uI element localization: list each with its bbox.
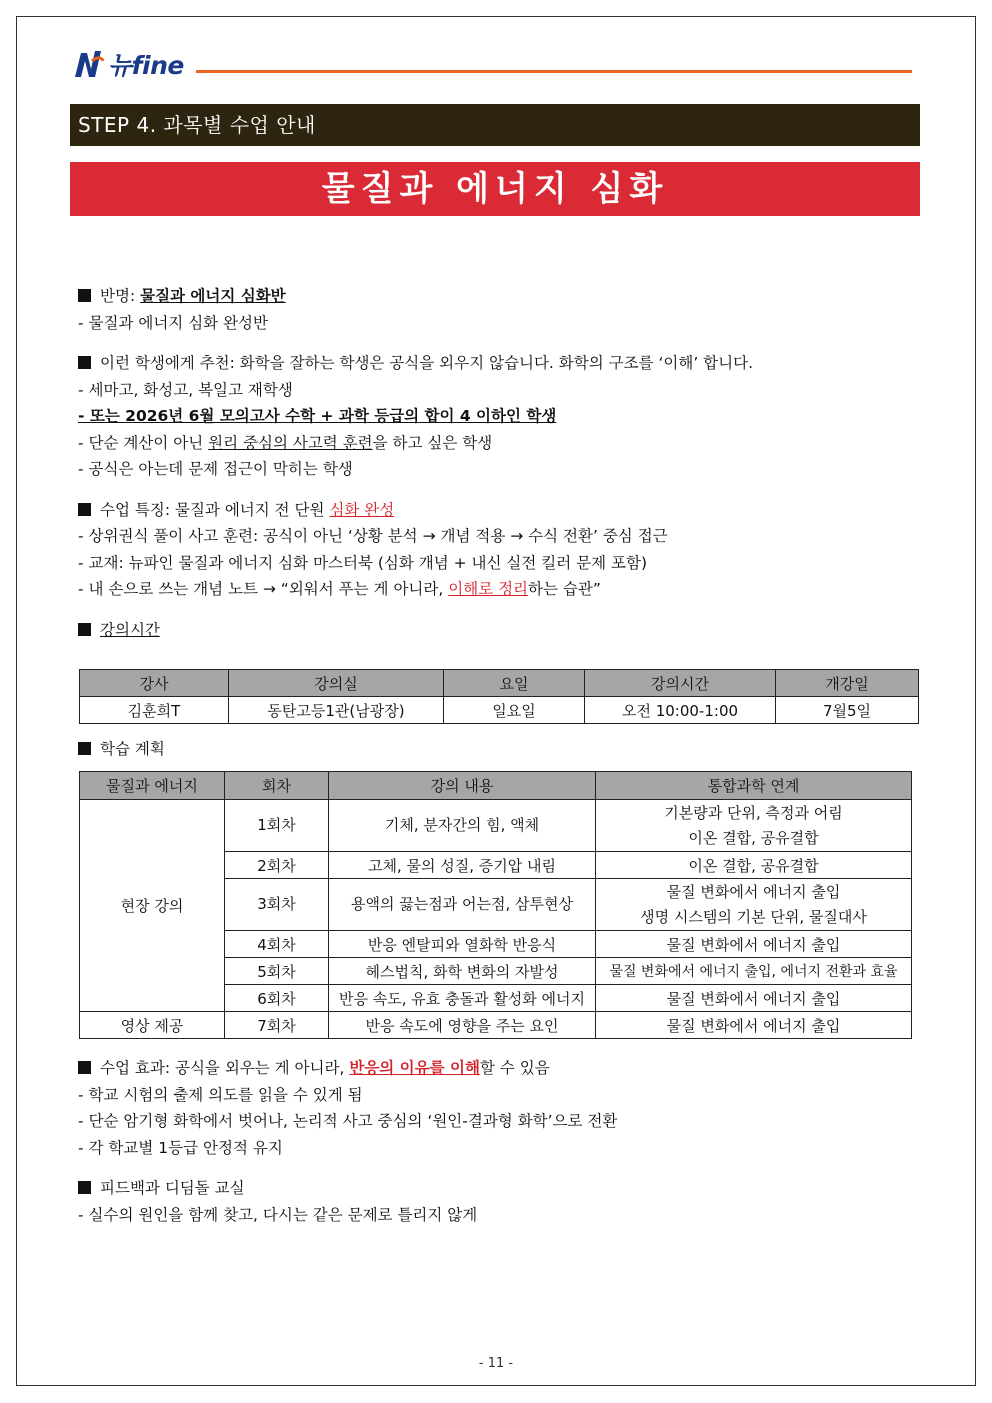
table-cell: 이온 결합, 공유결합 [596,852,912,879]
feature-item: - 내 손으로 쓰는 개념 노트 → “외워서 푸는 게 아니라, 이해로 정리하는 습관” [78,580,601,598]
logo-mark-icon [72,47,104,81]
table-header-row [80,772,912,800]
page-number: - 11 - [478,1356,514,1371]
square-bullet-icon [78,503,91,516]
recommend-heading: 이런 학생에게 추천: 화학을 잘하는 학생은 공식을 외우지 않습니다. 화학의 구조를 ‘이해’ 합니다. [78,350,918,377]
square-bullet-icon [78,742,91,755]
header-divider [196,70,912,73]
table-row [80,800,912,852]
table-cell: 오전 10:00-1:00 [585,697,776,724]
table-cell: 5회차 [225,958,329,985]
table-cell: 2회차 [225,852,329,879]
feature-item: - 상위권식 풀이 사고 훈련: 공식이 아닌 ‘상황 분석 → 개념 적용 → 수식 전환’ 중심 접근 [78,527,668,545]
table-header: 회차 [225,772,329,800]
recommend-item: - 단순 계산이 아닌 원리 중심의 사고력 훈련을 하고 싶은 학생 [78,433,493,452]
class-name-heading: 반명: 물질과 에너지 심화반 [78,283,918,310]
group-cell: 영상 제공 [80,1012,225,1039]
effect-item: - 단순 암기형 화학에서 벗어나, 논리적 사고 중심의 ‘원인-결과형 화학’으로 전환 [78,1112,618,1130]
recommend-item: - 공식은 아는데 문제 접근이 막히는 학생 [78,460,353,478]
effect-block [78,1055,918,1228]
recommend-item: - 또는 2026년 6월 모의고사 수학 + 과학 등급의 합이 4 이하인 학생 [78,407,557,425]
brand-logo [72,46,184,82]
table-cell: 반응 속도, 유효 충돌과 활성화 에너지 [329,985,596,1012]
square-bullet-icon [78,1181,91,1194]
feedback-heading: 피드백과 디딤돌 교실 [78,1175,918,1202]
plan-heading-block [78,736,918,763]
recommend-item: - 세마고, 화성고, 복일고 재학생 [78,380,293,399]
table-cell: 용액의 끓는점과 어는점, 삼투현상 [329,879,596,931]
plan-heading: 학습 계획 [78,736,918,763]
features-heading: 수업 특징: 물질과 에너지 전 단원 심화 완성 [78,497,918,524]
effect-item: - 각 학교별 1등급 안정적 유지 [78,1138,283,1157]
schedule-table [79,669,919,724]
table-cell: 반응 속도에 영향을 주는 요인 [329,1012,596,1039]
table-cell: 물질 변화에서 에너지 출입 [596,985,912,1012]
table-cell: 물질 변화에서 에너지 출입 생명 시스템의 기본 단위, 물질대사 [596,879,912,931]
table-cell: 물질 변화에서 에너지 출입 [596,931,912,958]
square-bullet-icon [78,623,91,636]
table-header: 물질과 에너지 [80,772,225,800]
table-cell: 반응 엔탈피와 열화학 반응식 [329,931,596,958]
group-cell: 현장 강의 [80,800,225,1012]
table-cell: 물질 변화에서 에너지 출입, 에너지 전환과 효율 [596,958,912,985]
table-cell: 7월5일 [776,697,919,724]
square-bullet-icon [78,1061,91,1074]
table-header: 요일 [444,670,585,697]
main-content [78,283,918,643]
table-row [80,1012,912,1039]
square-bullet-icon [78,289,91,302]
logo-text: 뉴fine [108,51,184,80]
table-cell: 7회차 [225,1012,329,1039]
table-cell: 6회차 [225,985,329,1012]
schedule-heading: 강의시간 [78,617,918,644]
table-header: 통합과학 연계 [596,772,912,800]
table-header: 강의실 [229,670,444,697]
table-cell: 물질 변화에서 에너지 출입 [596,1012,912,1039]
step-title: STEP 4. 과목별 수업 안내 [70,104,920,146]
table-header: 강의시간 [585,670,776,697]
effect-item: - 학교 시험의 출제 의도를 읽을 수 있게 됨 [78,1085,363,1104]
table-cell: 기본량과 단위, 측정과 어림 이온 결합, 공유결합 [596,800,912,852]
table-cell: 기체, 분자간의 힘, 액체 [329,800,596,852]
table-cell: 김훈희T [80,697,229,724]
feedback-item: - 실수의 원인을 함께 찾고, 다시는 같은 문제로 틀리지 않게 [78,1205,478,1224]
table-header-row [80,670,919,697]
table-cell: 고체, 물의 성질, 증기압 내림 [329,852,596,879]
table-row [80,697,919,724]
table-header: 개강일 [776,670,919,697]
table-cell: 동탄고등1관(남광장) [229,697,444,724]
class-name-value: 물질과 에너지 심화반 [140,287,286,305]
table-cell: 3회차 [225,879,329,931]
course-title: 물질과 에너지 심화 [70,162,920,216]
table-cell: 1회차 [225,800,329,852]
class-name-desc: - 물질과 에너지 심화 완성반 [78,313,269,332]
table-cell: 헤스법칙, 화학 변화의 자발성 [329,958,596,985]
table-header: 강의 내용 [329,772,596,800]
table-cell: 4회차 [225,931,329,958]
effect-heading: 수업 효과: 공식을 외우는 게 아니라, 반응의 이유를 이해할 수 있음 [78,1055,918,1082]
feature-item: - 교재: 뉴파인 물질과 에너지 심화 마스터북 (심화 개념 + 내신 실전 킬러 문제 포함) [78,553,648,572]
table-cell: 일요일 [444,697,585,724]
plan-table [79,771,912,1039]
square-bullet-icon [78,356,91,369]
table-header: 강사 [80,670,229,697]
